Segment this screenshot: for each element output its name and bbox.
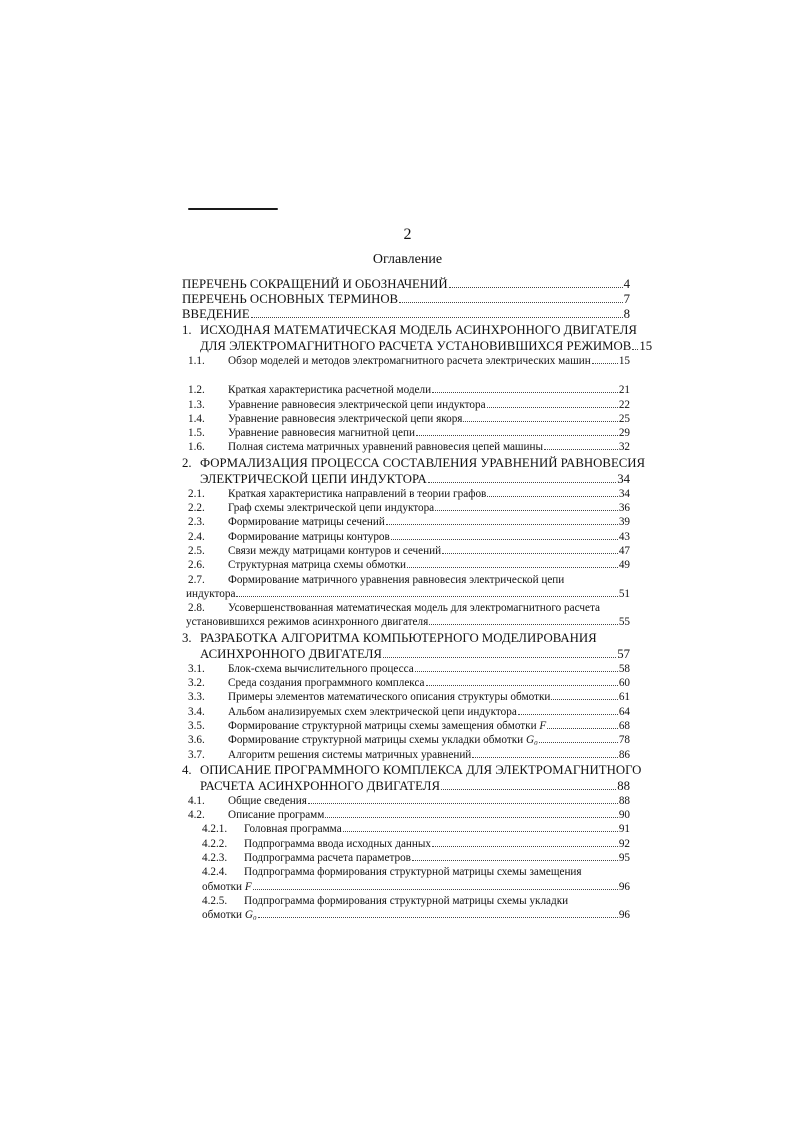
toc-subsection-4-2-5[interactable]: [182, 894, 630, 923]
dot-leader: [592, 362, 618, 364]
dot-leader: [487, 406, 618, 408]
dot-leader: [399, 301, 622, 303]
toc-entry-number: 4.2.4.: [202, 866, 228, 879]
toc-section-2-4[interactable]: [182, 530, 630, 544]
toc-entry-page: 36: [618, 502, 630, 515]
toc-entry-title: Альбом анализируемых схем электрической цепи индуктора: [228, 705, 517, 718]
toc-section-2-5[interactable]: [182, 544, 630, 558]
dot-leader: [415, 670, 618, 672]
toc-entry-page: 57: [617, 646, 630, 661]
toc-entry-title: Уравнение равновесия магнитной цепи: [228, 427, 415, 440]
toc-entry-page: 88: [617, 778, 630, 793]
toc-section-2-6[interactable]: [182, 558, 630, 572]
toc-chapter-3[interactable]: [182, 630, 630, 662]
toc-entry-page: 96: [618, 909, 630, 922]
toc-entry-page: 32: [618, 441, 630, 454]
dot-leader: [236, 595, 617, 597]
toc-entry-page: 39: [618, 516, 630, 529]
toc-entry-number: 3.2.: [188, 677, 205, 690]
toc-entry-title-line1: Подпрограмма формирования структурной матрицы схемы замещения: [244, 866, 582, 879]
toc-entry-title: Подпрограмма ввода исходных данных: [244, 837, 431, 850]
toc-entry-title-line2: обмотки: [202, 880, 243, 893]
toc-entry-page: 64: [618, 705, 630, 718]
dot-leader: [539, 741, 618, 743]
toc-entry-page: 96: [618, 880, 630, 893]
toc-entry-symbol: F: [244, 880, 252, 893]
toc-entry-terms[interactable]: [182, 292, 630, 307]
toc-section-3-4[interactable]: [182, 705, 630, 719]
toc-subsection-4-2-4[interactable]: [182, 865, 630, 894]
dot-leader: [463, 420, 617, 422]
dot-leader: [308, 802, 618, 804]
toc-entry-page: 86: [618, 748, 630, 761]
toc-entry-title-line2: ЭЛЕКТРИЧЕСКОЙ ЦЕПИ ИНДУКТОРА: [200, 471, 427, 486]
toc-section-3-1[interactable]: [182, 662, 630, 676]
toc-entry-page: 47: [618, 544, 630, 557]
toc-entry-page: 58: [618, 662, 630, 675]
toc-entry-title: Краткая характеристика направлений в теории графов: [228, 487, 487, 500]
toc-entry-number: 2.5.: [188, 544, 205, 557]
toc-entry-page: 4: [623, 277, 630, 291]
toc-entry-title-line1: ФОРМАЛИЗАЦИЯ ПРОЦЕССА СОСТАВЛЕНИЯ УРАВНЕНИЙ РАВНОВЕСИЯ: [200, 455, 646, 470]
toc-entry-title-line1: ИСХОДНАЯ МАТЕМАТИЧЕСКАЯ МОДЕЛЬ АСИНХРОННОГО ДВИГАТЕЛЯ: [200, 323, 637, 337]
toc-entry-number: 1.6.: [188, 441, 205, 454]
toc-entry-number: 3.: [182, 630, 192, 645]
toc-entry-title-line2: индуктора: [186, 587, 236, 600]
dot-leader: [343, 830, 618, 832]
toc-entry-number: 2.2.: [188, 502, 205, 515]
toc-entry-number: 2.1.: [188, 487, 205, 500]
toc-section-1-5[interactable]: [182, 426, 630, 440]
dot-leader: [432, 845, 618, 847]
toc-entry-page: 78: [618, 734, 630, 747]
toc-entry-title: Формирование структурной матрицы схемы укладки обмотки: [228, 734, 524, 747]
dot-leader: [472, 756, 618, 758]
toc-section-2-8[interactable]: [182, 601, 630, 630]
toc-entry-page: 95: [618, 852, 630, 865]
toc-entry-title: Уравнение равновесия электрической цепи якоря: [228, 412, 463, 425]
dot-leader: [518, 713, 618, 715]
toc-entry-page: 49: [618, 559, 630, 572]
toc-entry-title: Головная программа: [244, 823, 342, 836]
toc-section-3-7[interactable]: [182, 748, 630, 762]
toc-entry-page: 90: [618, 809, 630, 822]
toc-entry-page: 43: [618, 530, 630, 543]
toc-entry-number: 2.4.: [188, 530, 205, 543]
toc-entry-title-line1: ОПИСАНИЕ ПРОГРАММНОГО КОМПЛЕКСА ДЛЯ ЭЛЕКТРОМАГНИТНОГО: [200, 762, 642, 777]
toc-chapter-2[interactable]: [182, 455, 646, 487]
toc-section-4-1[interactable]: [182, 794, 630, 808]
toc-entry-symbol: G₀: [244, 909, 257, 922]
toc-entry-page: 68: [618, 719, 630, 732]
toc-entry-title-line2: установившихся режимов асинхронного двигателя: [186, 616, 429, 629]
toc-entry-number: 2.3.: [188, 516, 205, 529]
toc-subsection-4-2-1[interactable]: [182, 822, 630, 836]
dot-leader: [432, 391, 618, 393]
toc-entry-number: 4.2.5.: [202, 894, 228, 907]
scan-artifact-line: [188, 208, 278, 210]
toc-entry-number: 4.2.2.: [202, 837, 228, 850]
dot-leader: [258, 916, 618, 918]
toc-entry-title-line1: Подпрограмма формирования структурной матрицы схемы укладки: [244, 894, 569, 907]
dot-leader: [429, 623, 618, 625]
toc-section-1-4[interactable]: [182, 412, 630, 426]
toc-entry-number: 3.7.: [188, 748, 205, 761]
toc-entry-title: Формирование матрицы сечений: [228, 516, 385, 529]
toc-entry-title: Блок-схема вычислительного процесса: [228, 662, 414, 675]
toc-entry-number: 2.: [182, 455, 192, 470]
dot-leader: [547, 727, 618, 729]
toc-heading: Оглавление: [372, 252, 443, 267]
toc-section-1-1[interactable]: [182, 354, 630, 368]
toc-entry-title: Полная система матричных уравнений равновесия цепей машины: [228, 441, 544, 454]
toc-entry-title: Алгоритм решения системы матричных уравнений: [228, 748, 472, 761]
dot-leader: [325, 816, 617, 818]
toc-entry-number: 3.1.: [188, 662, 205, 675]
dot-leader: [632, 348, 638, 350]
dot-leader: [416, 434, 618, 436]
toc-entry-page: 61: [618, 691, 630, 704]
toc-section-2-1[interactable]: [182, 487, 630, 501]
toc-section-3-2[interactable]: [182, 676, 630, 690]
toc-entry-title: Уравнение равновесия электрической цепи индуктора: [228, 398, 486, 411]
toc-entry-title: Описание программ: [228, 809, 325, 822]
toc-entry-title-line2: РАСЧЕТА АСИНХРОННОГО ДВИГАТЕЛЯ: [200, 778, 440, 793]
toc-entry-title-line1: Формирование матричного уравнения равновесия электрической цепи: [228, 573, 565, 586]
toc-entry-title: Граф схемы электрической цепи индуктора: [228, 502, 435, 515]
toc-entry-introduction[interactable]: [182, 307, 630, 322]
toc-section-1-3[interactable]: [182, 398, 630, 412]
toc-entry-page: 91: [618, 823, 630, 836]
toc-entry-symbol: F: [539, 719, 547, 732]
toc-entry-title-line2: ДЛЯ ЭЛЕКТРОМАГНИТНОГО РАСЧЕТА УСТАНОВИВШИХСЯ РЕЖИМОВ: [200, 339, 632, 353]
toc-section-1-2[interactable]: [182, 383, 630, 397]
toc-entry-page: 88: [618, 794, 630, 807]
toc-entry-page: 55: [618, 616, 630, 629]
toc-entry-page: 8: [623, 307, 630, 321]
toc-entry-title: ПЕРЕЧЕНЬ ОСНОВНЫХ ТЕРМИНОВ: [182, 292, 399, 306]
toc-entry-title: Связи между матрицами контуров и сечений: [228, 544, 442, 557]
dot-leader: [441, 788, 616, 790]
spacer: [182, 368, 630, 383]
toc-entry-title: Среда создания программного комплекса: [228, 677, 425, 690]
toc-entry-title: Структурная матрица схемы обмотки: [228, 559, 407, 572]
toc-entry-title: ПЕРЕЧЕНЬ СОКРАЩЕНИЙ И ОБОЗНАЧЕНИЙ: [182, 277, 448, 291]
dot-leader: [551, 698, 617, 700]
toc-entry-number: 1.1.: [188, 355, 205, 367]
toc-entry-page: 51: [618, 587, 630, 600]
toc-entry-number: 4.: [182, 762, 192, 777]
toc-chapter-4[interactable]: [182, 762, 642, 794]
dot-leader: [253, 888, 618, 890]
toc-entry-page: 15: [618, 355, 630, 367]
toc-section-2-3[interactable]: [182, 515, 630, 529]
table-of-contents: [182, 277, 653, 923]
dot-leader: [442, 552, 618, 554]
toc-entry-number: 3.3.: [188, 691, 205, 704]
toc-entry-symbol: G₀: [525, 734, 538, 747]
toc-entry-number: 1.2.: [188, 384, 205, 397]
toc-entry-title: Общие сведения: [228, 794, 307, 807]
toc-chapter-1[interactable]: [182, 322, 653, 354]
toc-section-1-6[interactable]: [182, 440, 630, 454]
toc-entry-page: 29: [618, 427, 630, 440]
toc-entry-title: Краткая характеристика расчетной модели: [228, 384, 432, 397]
toc-section-2-2[interactable]: [182, 501, 630, 515]
toc-entry-title-line2: АСИНХРОННОГО ДВИГАТЕЛЯ: [200, 646, 382, 661]
toc-section-3-5[interactable]: [182, 719, 630, 733]
dot-leader: [386, 523, 618, 525]
toc-entry-number: 3.4.: [188, 705, 205, 718]
toc-entry-number: 4.2.3.: [202, 852, 228, 865]
toc-entry-page: 60: [618, 677, 630, 690]
toc-entry-title: Примеры элементов математического описания структуры обмотки: [228, 691, 551, 704]
toc-subsection-4-2-2[interactable]: [182, 837, 630, 851]
toc-entry-title: Подпрограмма расчета параметров: [244, 852, 411, 865]
toc-entry-number: 3.5.: [188, 719, 205, 732]
dot-leader: [487, 495, 617, 497]
toc-entry-title: Формирование матрицы контуров: [228, 530, 390, 543]
dot-leader: [407, 566, 618, 568]
toc-entry-title-line1: Усовершенствованная математическая модель для электромагнитного расчета: [228, 602, 600, 615]
toc-entry-page: 34: [617, 471, 630, 486]
toc-entry-page: 92: [618, 837, 630, 850]
toc-entry-title-line1: РАЗРАБОТКА АЛГОРИТМА КОМПЬЮТЕРНОГО МОДЕЛИРОВАНИЯ: [200, 630, 597, 645]
toc-section-2-7[interactable]: [182, 573, 630, 602]
dot-leader: [383, 656, 616, 658]
toc-section-3-6[interactable]: [182, 733, 630, 747]
toc-entry-abbreviations[interactable]: [182, 277, 630, 292]
toc-entry-number: 2.6.: [188, 559, 205, 572]
toc-entry-page: 34: [618, 487, 630, 500]
page-number: 2: [403, 226, 412, 243]
toc-entry-page: 7: [623, 292, 630, 306]
toc-entry-title-line2: обмотки: [202, 909, 243, 922]
toc-entry-number: 1.5.: [188, 427, 205, 440]
toc-section-3-3[interactable]: [182, 690, 630, 704]
dot-leader: [449, 286, 623, 288]
toc-entry-number: 4.1.: [188, 794, 205, 807]
toc-entry-page: 22: [618, 398, 630, 411]
toc-section-4-2[interactable]: [182, 808, 630, 822]
toc-entry-number: 2.7.: [188, 573, 205, 586]
dot-leader: [412, 859, 618, 861]
toc-entry-page: 15: [639, 339, 653, 353]
dot-leader: [544, 448, 618, 450]
dot-leader: [428, 481, 616, 483]
toc-entry-page: 21: [618, 384, 630, 397]
toc-entry-number: 2.8.: [188, 602, 205, 615]
toc-entry-number: 3.6.: [188, 734, 205, 747]
dot-leader: [391, 538, 618, 540]
toc-entry-number: 1.: [182, 323, 192, 337]
dot-leader: [426, 684, 618, 686]
dot-leader: [435, 509, 618, 511]
dot-leader: [251, 316, 623, 318]
toc-entry-page: 25: [618, 412, 630, 425]
toc-subsection-4-2-3[interactable]: [182, 851, 630, 865]
toc-entry-number: 1.4.: [188, 412, 205, 425]
toc-entry-number: 4.2.1.: [202, 823, 228, 836]
toc-entry-title: ВВЕДЕНИЕ: [182, 307, 250, 321]
toc-entry-number: 4.2.: [188, 809, 205, 822]
toc-entry-title: Обзор моделей и методов электромагнитного расчета электрических машин: [228, 355, 591, 367]
toc-entry-number: 1.3.: [188, 398, 205, 411]
toc-entry-title: Формирование структурной матрицы схемы замещения обмотки: [228, 719, 537, 732]
